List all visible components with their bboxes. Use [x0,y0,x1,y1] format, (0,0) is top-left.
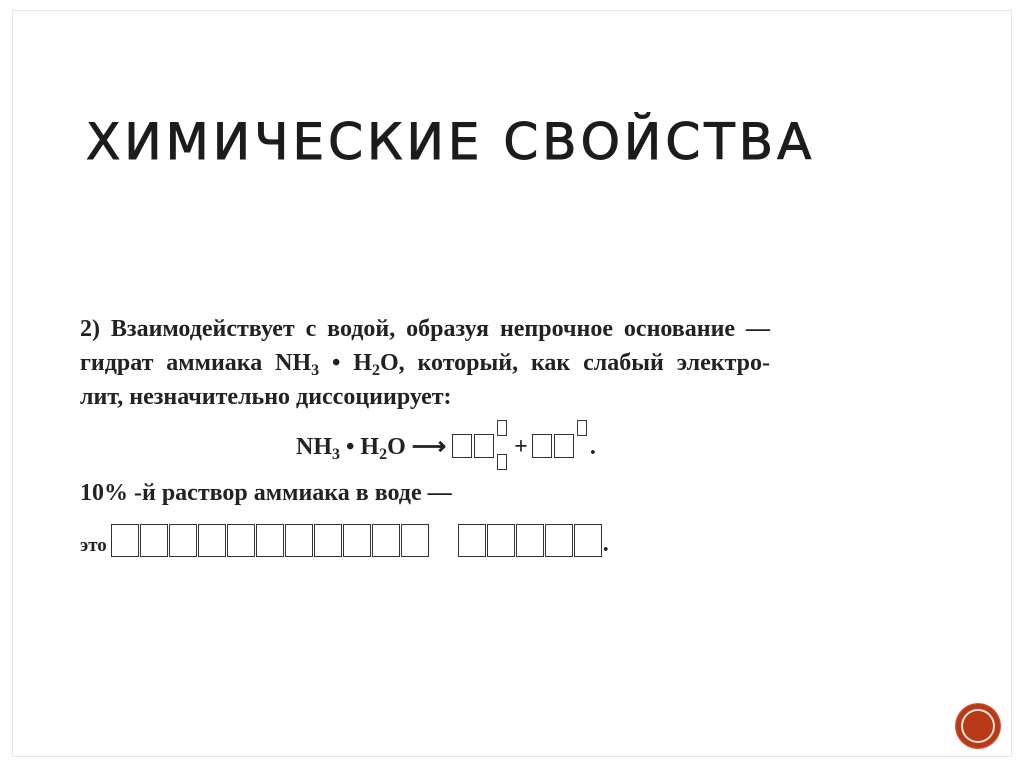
blank-box [574,524,602,557]
blank-box [497,420,507,436]
blank-box [372,524,400,557]
blank-box [111,524,139,557]
blank-box [452,434,472,458]
blank-box [285,524,313,557]
blank-box [314,524,342,557]
blank-box [516,524,544,557]
blank-box [532,434,552,458]
blank-box [169,524,197,557]
blank-box [487,524,515,557]
blank-box [401,524,429,557]
paragraph-line-1: 2) Взаимодействует с водой, образуя непрочное основание — [80,316,770,342]
blank-box [227,524,255,557]
paragraph-line-4: 10% -й раствор аммиака в воде — [80,480,452,506]
paragraph-line-3: лит, незначительно диссоциирует: [80,384,452,410]
blank-box [577,420,587,436]
next-slide-button[interactable] [956,704,1000,748]
blank-box [343,524,371,557]
paragraph-line-5: это . [80,524,770,564]
answer-blank-1 [111,531,430,557]
blank-box [256,524,284,557]
blank-box [458,524,486,557]
blank-box [497,454,507,470]
dissociation-equation: $NH_3$ • $H_2O$ ⟶ + . [80,422,770,472]
blank-box [474,434,494,458]
answer-blank-2 [458,531,603,557]
blank-box [198,524,226,557]
paragraph-line-2: гидрат аммиака $NH_3$ • $H_2O$, который, как слабый электро- [80,350,770,379]
blank-box [545,524,573,557]
slide-title: ХИМИЧЕСКИЕ СВОЙСТВА [86,113,816,171]
blank-box [554,434,574,458]
slide-content [80,312,770,564]
blank-box [140,524,168,557]
